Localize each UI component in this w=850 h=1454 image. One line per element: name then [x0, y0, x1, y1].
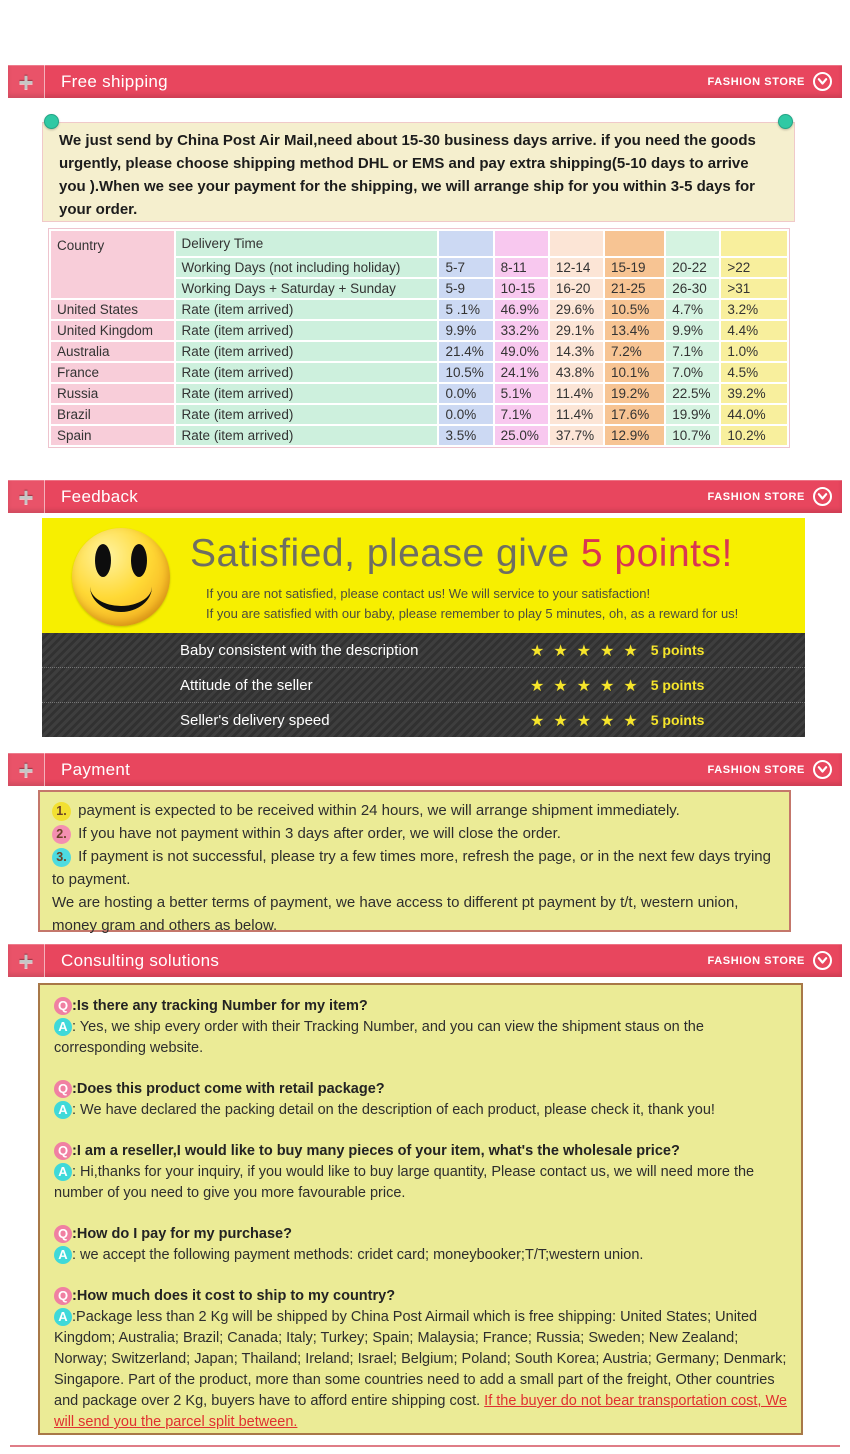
rating-row — [42, 667, 805, 702]
feedback-subtext: If you are not satisfied, please contact us! We will service to your satisfaction! If you are satisfied with our baby, please remember to play 5 minutes, oh, as a reward for us! — [206, 586, 739, 621]
rating-points: 5 points — [650, 677, 705, 693]
delivery-header-cell: Delivery Time — [175, 230, 439, 257]
chevron-down-icon — [817, 764, 828, 775]
collapse-button[interactable] — [813, 951, 832, 970]
q-badge: Q — [54, 1080, 72, 1098]
rate-cell: 10.5% — [604, 299, 665, 320]
table-row — [50, 341, 788, 362]
rate-cell: 4.4% — [720, 320, 788, 341]
star-icon: ★ — [576, 640, 601, 660]
label-cell: Rate (item arrived) — [175, 383, 439, 404]
rate-cell: 22.5% — [665, 383, 720, 404]
star-rating — [530, 641, 647, 660]
collapse-button[interactable] — [813, 72, 832, 91]
star-rating — [530, 676, 647, 695]
answer-line: A : We have declared the packing detail on the description of each product, please check it, thank you! — [54, 1100, 787, 1121]
feedback-headline: Satisfied, please give 5 points! — [190, 532, 733, 575]
rate-cell: 25.0% — [494, 425, 549, 446]
a-badge: A — [54, 1018, 72, 1036]
rating-label: Attitude of the seller — [180, 676, 313, 694]
value-cell: 12-14 — [549, 257, 604, 278]
section-title: Payment — [61, 759, 131, 779]
rate-cell: 7.0% — [665, 362, 720, 383]
rate-cell: 19.9% — [665, 404, 720, 425]
country-header-cell: Country — [50, 230, 175, 299]
label-cell: Rate (item arrived) — [175, 299, 439, 320]
number-1-badge: 1. — [52, 802, 71, 821]
star-icon: ★ — [600, 640, 624, 660]
store-name: FASHION STORE — [707, 763, 805, 776]
star-icon: ★ — [530, 710, 554, 730]
a-badge: A — [54, 1246, 72, 1264]
number-3-badge: 3. — [52, 848, 71, 867]
rate-cell: 0.0% — [438, 404, 493, 425]
collapse-button[interactable] — [813, 487, 832, 506]
value-cell: 20-22 — [665, 257, 720, 278]
faq-item — [54, 1224, 787, 1266]
rate-cell: 43.8% — [549, 362, 604, 383]
q-badge: Q — [54, 997, 72, 1015]
value-cell: 5-9 — [438, 278, 493, 299]
value-cell: 16-20 — [549, 278, 604, 299]
payment-term: 2. If you have not payment within 3 days after order, we will close the order. — [52, 822, 777, 845]
bottom-divider — [10, 1445, 840, 1447]
expand-button[interactable] — [8, 65, 45, 98]
answer-line: A : Hi,thanks for your inquiry, if you would like to buy large quantity, Please contact us, we will need more the number of you need to give you more favourable price. — [54, 1164, 755, 1201]
rate-cell: 5 .1% — [438, 299, 493, 320]
faq-item — [54, 1286, 787, 1433]
value-cell: >31 — [720, 278, 788, 299]
table-row — [50, 383, 788, 404]
section-title: Feedback — [61, 486, 139, 506]
rate-cell: 4.7% — [665, 299, 720, 320]
star-icon: ★ — [623, 675, 647, 695]
rate-cell: 10.7% — [665, 425, 720, 446]
star-icon: ★ — [553, 710, 577, 730]
section-title: Free shipping — [61, 71, 168, 91]
question-line: Q :Is there any tracking Number for my item? — [54, 996, 787, 1017]
rate-cell: 1.0% — [720, 341, 788, 362]
chevron-down-icon — [817, 76, 828, 87]
label-cell: Rate (item arrived) — [175, 362, 439, 383]
rate-cell: 33.2% — [494, 320, 549, 341]
question-line: Q :Does this product come with retail package? — [54, 1079, 787, 1100]
spacer-cell — [665, 230, 720, 257]
rate-cell: 5.1% — [494, 383, 549, 404]
rate-cell: 37.7% — [549, 425, 604, 446]
rate-cell: 12.9% — [604, 425, 665, 446]
star-icon: ★ — [576, 710, 601, 730]
country-cell: Spain — [50, 425, 175, 446]
star-icon: ★ — [530, 640, 554, 660]
five-points-text: 5 points! — [580, 532, 733, 575]
section-header-consulting — [8, 944, 842, 977]
rate-cell: 14.3% — [549, 341, 604, 362]
a-badge: A — [54, 1163, 72, 1181]
rate-cell: 10.5% — [438, 362, 493, 383]
rate-cell: 7.1% — [494, 404, 549, 425]
rate-cell: 3.5% — [438, 425, 493, 446]
a-badge: A — [54, 1308, 72, 1326]
table-row — [50, 404, 788, 425]
chevron-down-icon — [817, 491, 828, 502]
table-row — [50, 362, 788, 383]
store-name: FASHION STORE — [707, 490, 805, 503]
payment-terms-box — [38, 790, 791, 932]
question-line: Q :How do I pay for my purchase? — [54, 1224, 787, 1245]
rate-cell: 21.4% — [438, 341, 493, 362]
plus-icon: + — [18, 481, 34, 512]
star-icon: ★ — [600, 675, 624, 695]
country-cell: United Kingdom — [50, 320, 175, 341]
plus-icon: + — [18, 754, 34, 785]
ratings-panel — [42, 633, 805, 737]
rate-cell: 44.0% — [720, 404, 788, 425]
rating-row — [42, 633, 805, 667]
plus-icon: + — [18, 66, 34, 97]
rate-cell: 9.9% — [438, 320, 493, 341]
answer-line: A : we accept the following payment methods: cridet card; moneybooker;T/T;western union. — [54, 1245, 787, 1266]
rate-cell: 24.1% — [494, 362, 549, 383]
rate-cell: 10.2% — [720, 425, 788, 446]
number-2-badge: 2. — [52, 825, 71, 844]
country-cell: France — [50, 362, 175, 383]
delivery-time-table — [48, 228, 790, 448]
label-cell: Rate (item arrived) — [175, 404, 439, 425]
star-icon: ★ — [576, 675, 601, 695]
expand-button[interactable] — [8, 944, 45, 977]
section-header-free-shipping — [8, 65, 842, 98]
rating-points: 5 points — [650, 642, 705, 658]
rate-cell: 17.6% — [604, 404, 665, 425]
payment-term: 1. payment is expected to be received within 24 hours, we will arrange shipment immediately. — [52, 799, 777, 822]
rate-cell: 9.9% — [665, 320, 720, 341]
payment-term: 3. If payment is not successful, please try a few times more, refresh the page, or in the next few days trying to payment. — [52, 848, 771, 888]
rate-cell: 29.6% — [549, 299, 604, 320]
payment-closing: We are hosting a better terms of payment, we have access to different pt payment by t/t, western union, money gram and others as below. — [52, 894, 739, 934]
smiley-face-icon — [72, 528, 170, 626]
plus-icon: + — [18, 945, 34, 976]
table-row — [50, 230, 788, 257]
label-cell: Rate (item arrived) — [175, 320, 439, 341]
q-badge: Q — [54, 1287, 72, 1305]
label-cell: Working Days + Saturday + Sunday — [175, 278, 439, 299]
answer-line: A : Yes, we ship every order with their Tracking Number, and you can view the shipment staus on the corresponding website. — [54, 1019, 704, 1056]
rate-cell: 0.0% — [438, 383, 493, 404]
label-cell: Working Days (not including holiday) — [175, 257, 439, 278]
question-line: Q :I am a reseller,I would like to buy many pieces of your item, what's the wholesale price? — [54, 1141, 787, 1162]
spacer-cell — [494, 230, 549, 257]
question-line: Q :How much does it cost to ship to my country? — [54, 1286, 787, 1307]
rating-points: 5 points — [650, 712, 705, 728]
rate-cell: 11.4% — [549, 404, 604, 425]
value-cell: 10-15 — [494, 278, 549, 299]
rating-row — [42, 702, 805, 737]
section-header-feedback — [8, 480, 842, 513]
star-icon: ★ — [553, 675, 577, 695]
rate-cell: 7.1% — [665, 341, 720, 362]
rate-cell: 29.1% — [549, 320, 604, 341]
chevron-down-icon — [817, 955, 828, 966]
selection-handle-right[interactable] — [778, 114, 793, 129]
rate-cell: 10.1% — [604, 362, 665, 383]
spacer-cell — [438, 230, 493, 257]
expand-button[interactable] — [8, 480, 45, 513]
label-cell: Rate (item arrived) — [175, 341, 439, 362]
a-badge: A — [54, 1101, 72, 1119]
collapse-button[interactable] — [813, 760, 832, 779]
expand-button[interactable] — [8, 753, 45, 786]
rate-cell: 7.2% — [604, 341, 665, 362]
rating-label: Baby consistent with the description — [180, 641, 419, 659]
faq-item — [54, 1141, 787, 1204]
feedback-banner — [42, 518, 805, 633]
country-cell: United States — [50, 299, 175, 320]
rate-cell: 49.0% — [494, 341, 549, 362]
star-icon: ★ — [553, 640, 577, 660]
store-name: FASHION STORE — [707, 75, 805, 88]
value-cell: 5-7 — [438, 257, 493, 278]
faq-item — [54, 1079, 787, 1121]
star-icon: ★ — [623, 640, 647, 660]
selection-handle-left[interactable] — [44, 114, 59, 129]
faq-item — [54, 996, 787, 1059]
rate-cell: 46.9% — [494, 299, 549, 320]
shipping-cost-warning-link[interactable]: If the buyer do not bear transportation cost, We will send you the parcel split between. — [54, 1393, 787, 1430]
rate-cell: 3.2% — [720, 299, 788, 320]
star-icon: ★ — [530, 675, 554, 695]
q-badge: Q — [54, 1142, 72, 1160]
faq-box — [38, 983, 803, 1435]
rate-cell: 13.4% — [604, 320, 665, 341]
value-cell: >22 — [720, 257, 788, 278]
rating-label: Seller's delivery speed — [180, 711, 330, 729]
value-cell: 26-30 — [665, 278, 720, 299]
shipping-notice: We just send by China Post Air Mail,need about 15-30 business days arrive. if you need the goods urgently, please choose shipping method DHL or EMS and pay extra shipping(5-10 days to arrive you ).When we see your payment for the shipping, we will arrange ship for you within 3-5 days for your order. — [42, 122, 795, 222]
section-title: Consulting solutions — [61, 950, 220, 970]
star-rating — [530, 711, 647, 730]
rate-cell: 19.2% — [604, 383, 665, 404]
country-cell: Brazil — [50, 404, 175, 425]
spacer-cell — [549, 230, 604, 257]
country-cell: Australia — [50, 341, 175, 362]
table-row — [50, 299, 788, 320]
store-name: FASHION STORE — [707, 954, 805, 967]
star-icon: ★ — [600, 710, 624, 730]
table-row — [50, 425, 788, 446]
section-header-payment — [8, 753, 842, 786]
value-cell: 8-11 — [494, 257, 549, 278]
value-cell: 21-25 — [604, 278, 665, 299]
rate-cell: 4.5% — [720, 362, 788, 383]
q-badge: Q — [54, 1225, 72, 1243]
country-cell: Russia — [50, 383, 175, 404]
spacer-cell — [604, 230, 665, 257]
spacer-cell — [720, 230, 788, 257]
label-cell: Rate (item arrived) — [175, 425, 439, 446]
rate-cell: 11.4% — [549, 383, 604, 404]
answer-line: A :Package less than 2 Kg will be shipped by China Post Airmail which is free shipping: United States; United Kingdom; Australia; Brazil; Canada; Italy; Turkey; Spain; Malaysia; France; Russia; Sweden; New Zealand; Norway; Switzerland; Japan; Thailand; Ireland; Israel; Belgium; Poland; South Korea; Austria; Germany; Denmark; Singapore. Part of the product, more than some countries need to add a small part of the freight, Other countries and package over 2 Kg, buyers have to afford entire shipping cost. If the buyer do not bear transportation cost, We will send you the parcel split between. — [54, 1309, 787, 1430]
table-row — [50, 320, 788, 341]
rate-cell: 39.2% — [720, 383, 788, 404]
value-cell: 15-19 — [604, 257, 665, 278]
star-icon: ★ — [623, 710, 647, 730]
